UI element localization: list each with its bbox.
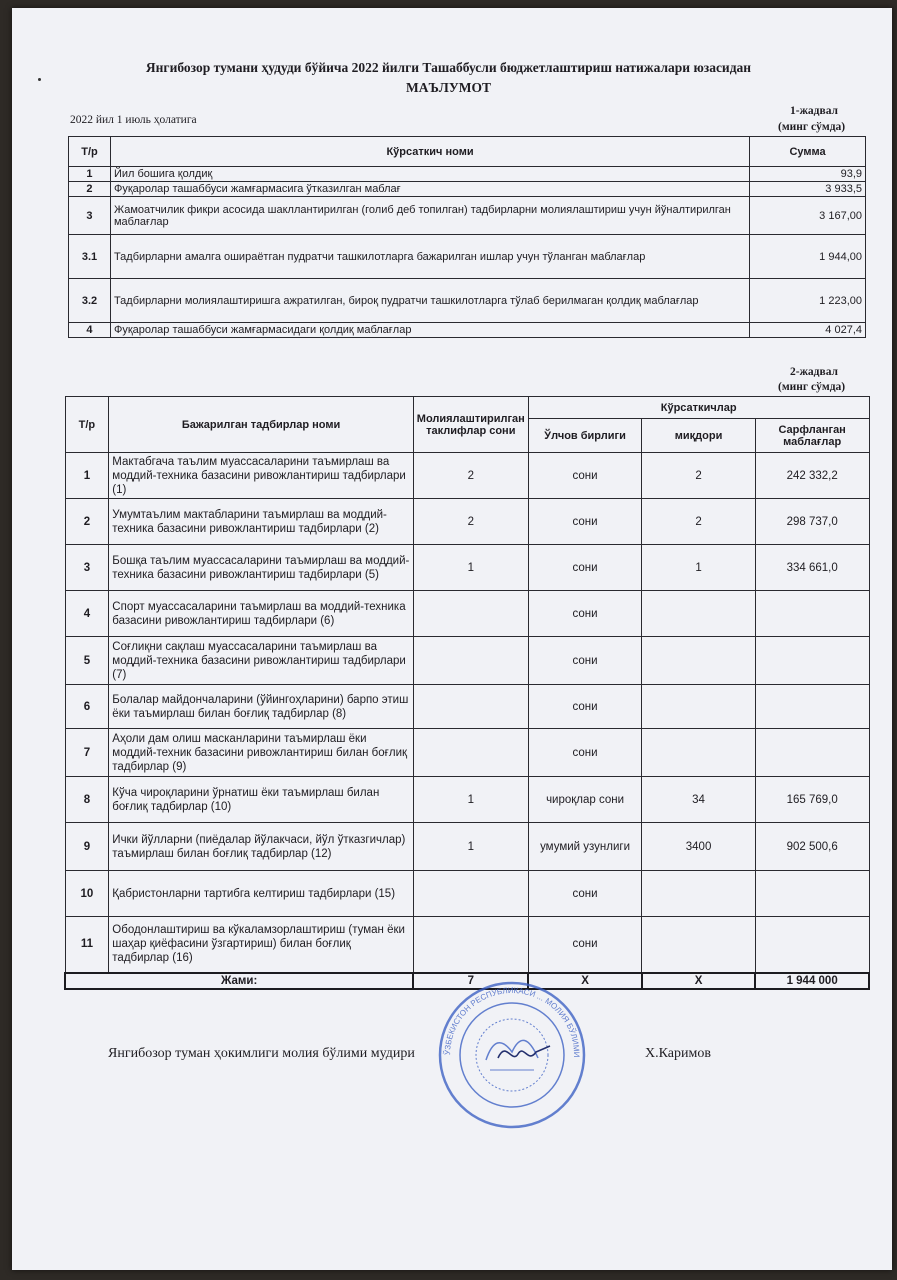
table2-unit: (минг сўмда)	[778, 381, 846, 393]
table-row: 1 Йил бошига қолдиқ 93,9	[69, 167, 866, 182]
official-stamp	[428, 980, 596, 1130]
header-sum: Сумма	[750, 137, 866, 167]
table-row: 2 Фуқаролар ташаббуси жамғармасига ўтказилган маблағ 3 933,5	[69, 182, 866, 197]
signer-name: Х.Каримов	[645, 1046, 711, 1061]
table-row: 6 Болалар майдончаларини (ўйингоҳларини) барпо этиш ёки таъмирлаш билан боғлиқ тадбирлар (8) сони	[65, 685, 869, 729]
table-row: 11 Ободонлаштириш ва кўкаламзорлаштириш (туман ёки шаҳар қиёфасини ўзгартириш) билан боғлиқ тадбирлар (16) сони	[65, 917, 869, 973]
activities-table	[64, 396, 870, 990]
svg-text:ЎЗБЕКИСТОН РЕСПУБЛИКАСИ ... МО	[443, 986, 581, 1058]
header-unit: Ўлчов бирлиги	[528, 419, 642, 453]
header-quantity: миқдори	[642, 419, 756, 453]
signature	[498, 1046, 550, 1058]
summary-table	[68, 136, 866, 338]
table-row: 3 Бошқа таълим муассасаларини таъмирлаш ва моддий-техника базасини ривожлантириш тадбирлари (5) 1 сони 1 334 661,0	[65, 545, 869, 591]
table-row: 10 Қабристонларни тартибга келтириш тадбирлари (15) сони	[65, 871, 869, 917]
table-row: 7 Аҳоли дам олиш масканларини таъмирлаш ёки моддий-техник базасини ривожлантириш билан боғлиқ тадбирлар (9) сони	[65, 729, 869, 777]
header-indicator: Кўрсаткич номи	[110, 137, 749, 167]
document-title: Янгибозор тумани ҳудуди бўйича 2022 йилги Ташаббусли бюджетлаштириш натижалари юзасидан	[145, 60, 752, 75]
header-funded-count: Молиялаштирилган таклифлар сони	[413, 397, 528, 453]
signer-position: Янгибозор туман ҳокимлиги молия бўлими мудири	[108, 1046, 415, 1061]
header-tr: Т/р	[65, 397, 109, 453]
header-spent: Сарфланган маблағлар	[755, 419, 869, 453]
table-row: 4 Спорт муассасаларини таъмирлаш ва моддий-техника базасини ривожлантириш тадбирлари (6) сони	[65, 591, 869, 637]
table-row: 5 Соғлиқни сақлаш муассасаларини таъмирлаш ва моддий-техника базасини ривожлантириш тадбирлари (7) сони	[65, 637, 869, 685]
table-row: 3 Жамоатчилик фикри асосида шакллантирилган (голиб деб топилган) тадбирларни молиялаштириш учун йўналтирилган маблағлар 3 167,00	[69, 197, 866, 235]
table1-caption: 1-жадвал	[790, 105, 838, 117]
header-indicators: Кўрсаткичлар	[528, 397, 869, 419]
stamp-text: ЎЗБЕКИСТОН РЕСПУБЛИКАСИ ... МОЛИЯ БЎЛИМИ	[442, 985, 582, 1058]
table-row: 4 Фуқаролар ташаббуси жамғармасидаги қолдиқ маблағлар 4 027,4	[69, 323, 866, 338]
document-subtitle: МАЪЛУМОТ	[405, 80, 492, 95]
table-row: 3.1 Тадбирларни амалга оширaётган пудратчи ташкилотларга бажарилган ишлар учун тўланган маблағлар 1 944,00	[69, 235, 866, 279]
table-row: 8 Кўча чироқларини ўрнатиш ёки таъмирлаш билан боғлиқ тадбирлар (10) 1 чироқлар сони 34 165 769,0	[65, 777, 869, 823]
total-row: Жами: 7 X X 1 944 000	[65, 973, 869, 989]
activities-body	[65, 453, 869, 989]
table-row: 2 Умумтаълим мактабларини таъмирлаш ва моддий-техника базасини ривожлантириш тадбирлари (2) 2 сони 2 298 737,0	[65, 499, 869, 545]
table-row: 1 Мактабгача таълим муассасаларини таъмирлаш ва моддий-техника базасини ривожлантириш тадбирлари (1) 2 сони 2 242 332,2	[65, 453, 869, 499]
date-note: 2022 йил 1 июль ҳолатига	[70, 114, 197, 126]
table1-unit: (минг сўмда)	[778, 121, 846, 133]
table-row: 3.2 Тадбирларни молиялаштиришга ажратилган, бироқ пудратчи ташкилотларга тўлаб берилмаган қолдиқ маблағлар 1 223,00	[69, 279, 866, 323]
table2-caption: 2-жадвал	[790, 366, 838, 378]
header-activity-name: Бажарилган тадбирлар номи	[109, 397, 413, 453]
header-tr: Т/р	[69, 137, 111, 167]
table-row: 9 Ички йўлларни (пиёдалар йўлакчаси, йўл ўтказгичлар) таъмирлаш билан боғлиқ тадбирлар (12) 1 умумий узунлиги 3400 902 500,6	[65, 823, 869, 871]
